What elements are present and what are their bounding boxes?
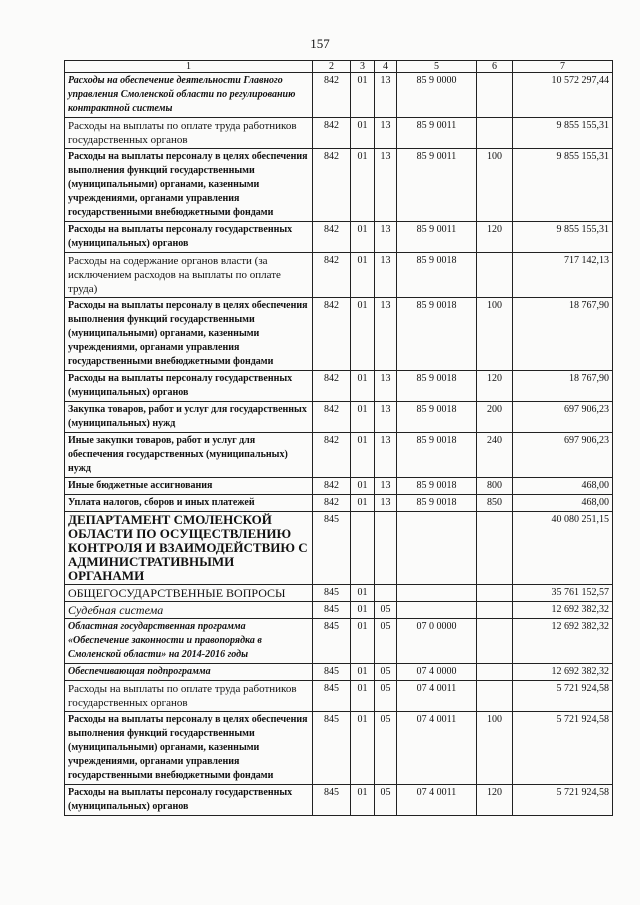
row-description: Уплата налогов, сборов и иных платежей [65,495,313,512]
row-amount: 18 767,90 [513,298,613,371]
table-row [65,149,613,222]
row-expense-type: 800 [477,478,513,495]
row-description: Областная государственная программа «Обеспечение законности и правопорядка в Смоленской области» на 2014-2016 годы [65,619,313,664]
row-amount: 468,00 [513,478,613,495]
row-subsection-code [375,512,397,585]
row-expense-type: 100 [477,712,513,785]
row-target-article: 85 9 0018 [397,253,477,298]
row-description: Обеспечивающая подпрограмма [65,664,313,681]
row-subsection-code: 13 [375,222,397,253]
table-row [65,371,613,402]
row-amount: 18 767,90 [513,371,613,402]
row-admin-code: 845 [313,512,351,585]
row-expense-type: 100 [477,298,513,371]
row-description: Расходы на выплаты персоналу в целях обеспечения выполнения функций государственными (муниципальными) органами, казенными учреждениями, органами управления государственными внебюджетными фондами [65,712,313,785]
row-target-article: 85 9 0018 [397,402,477,433]
table-row [65,298,613,371]
row-description: Закупка товаров, работ и услуг для государственных (муниципальных) нужд [65,402,313,433]
table-row [65,478,613,495]
row-target-article: 07 0 0000 [397,619,477,664]
table-row [65,712,613,785]
row-section-code: 01 [351,371,375,402]
table-row [65,664,613,681]
row-subsection-code: 13 [375,478,397,495]
row-target-article: 85 9 0018 [397,371,477,402]
row-subsection-code: 05 [375,712,397,785]
row-section-code: 01 [351,712,375,785]
row-subsection-code: 13 [375,253,397,298]
row-admin-code: 842 [313,222,351,253]
row-admin-code: 845 [313,602,351,619]
column-header: 1 [65,61,313,73]
table-row [65,602,613,619]
row-subsection-code [375,585,397,602]
row-subsection-code: 13 [375,298,397,371]
column-header: 6 [477,61,513,73]
row-description: Расходы на обеспечение деятельности Главного управления Смоленской области по регулированию контрактной системы [65,73,313,118]
table-row [65,253,613,298]
row-target-article: 85 9 0011 [397,118,477,149]
row-admin-code: 842 [313,371,351,402]
row-expense-type: 200 [477,402,513,433]
row-target-article: 07 4 0011 [397,681,477,712]
row-amount: 12 692 382,32 [513,602,613,619]
row-expense-type [477,681,513,712]
page-number: 157 [310,36,330,51]
row-expense-type: 120 [477,371,513,402]
row-description: Расходы на выплаты персоналу государственных (муниципальных) органов [65,371,313,402]
row-section-code: 01 [351,73,375,118]
row-target-article: 85 9 0011 [397,149,477,222]
row-section-code: 01 [351,433,375,478]
row-section-code: 01 [351,785,375,816]
row-description: Иные бюджетные ассигнования [65,478,313,495]
row-description: ОБЩЕГОСУДАРСТВЕННЫЕ ВОПРОСЫ [65,585,313,602]
row-amount: 12 692 382,32 [513,619,613,664]
row-section-code [351,512,375,585]
row-admin-code: 842 [313,433,351,478]
table-row [65,433,613,478]
row-admin-code: 842 [313,298,351,371]
table-row [65,619,613,664]
row-subsection-code: 05 [375,602,397,619]
row-amount: 10 572 297,44 [513,73,613,118]
row-admin-code: 845 [313,619,351,664]
row-admin-code: 842 [313,73,351,118]
row-subsection-code: 13 [375,495,397,512]
row-expense-type [477,253,513,298]
row-section-code: 01 [351,681,375,712]
row-amount: 697 906,23 [513,433,613,478]
row-target-article: 85 9 0018 [397,433,477,478]
row-subsection-code: 13 [375,402,397,433]
row-expense-type: 850 [477,495,513,512]
table-row [65,512,613,585]
row-section-code: 01 [351,402,375,433]
column-header: 7 [513,61,613,73]
row-admin-code: 842 [313,478,351,495]
row-subsection-code: 13 [375,73,397,118]
row-subsection-code: 13 [375,118,397,149]
table-row [65,495,613,512]
row-amount: 35 761 152,57 [513,585,613,602]
budget-table [64,60,613,816]
row-description: Расходы на выплаты персоналу государственных (муниципальных) органов [65,785,313,816]
row-target-article: 07 4 0011 [397,712,477,785]
row-target-article: 85 9 0018 [397,495,477,512]
row-target-article: 85 9 0011 [397,222,477,253]
row-target-article [397,602,477,619]
row-amount: 40 080 251,15 [513,512,613,585]
row-section-code: 01 [351,298,375,371]
table-row [65,73,613,118]
row-expense-type: 120 [477,785,513,816]
column-number-header-row [65,61,613,73]
row-subsection-code: 13 [375,433,397,478]
table-row [65,222,613,253]
row-expense-type: 120 [477,222,513,253]
table-row [65,585,613,602]
row-section-code: 01 [351,602,375,619]
column-header: 3 [351,61,375,73]
row-amount: 717 142,13 [513,253,613,298]
row-section-code: 01 [351,495,375,512]
row-expense-type [477,585,513,602]
row-admin-code: 842 [313,495,351,512]
table-row [65,681,613,712]
budget-table-body [65,61,613,816]
row-target-article: 85 9 0000 [397,73,477,118]
row-section-code: 01 [351,585,375,602]
row-description: ДЕПАРТАМЕНТ СМОЛЕНСКОЙ ОБЛАСТИ ПО ОСУЩЕСТВЛЕНИЮ КОНТРОЛЯ И ВЗАИМОДЕЙСТВИЮ С АДМИНИСТРАТИВНЫМИ ОРГАНАМИ [65,512,313,585]
row-target-article: 07 4 0000 [397,664,477,681]
row-description: Расходы на выплаты по оплате труда работников государственных органов [65,118,313,149]
row-amount: 9 855 155,31 [513,222,613,253]
column-header: 2 [313,61,351,73]
row-description: Расходы на выплаты персоналу в целях обеспечения выполнения функций государственными (муниципальными) органами, казенными учреждениями, органами управления государственными внебюджетными фондами [65,298,313,371]
row-description: Расходы на выплаты персоналу в целях обеспечения выполнения функций государственными (муниципальными) органами, казенными учреждениями, органами управления государственными внебюджетными фондами [65,149,313,222]
row-admin-code: 845 [313,664,351,681]
row-amount: 5 721 924,58 [513,712,613,785]
row-admin-code: 845 [313,681,351,712]
row-admin-code: 842 [313,149,351,222]
row-expense-type [477,512,513,585]
row-section-code: 01 [351,253,375,298]
row-section-code: 01 [351,619,375,664]
row-subsection-code: 05 [375,619,397,664]
row-description: Иные закупки товаров, работ и услуг для обеспечения государственных (муниципальных) нужд [65,433,313,478]
row-section-code: 01 [351,149,375,222]
row-subsection-code: 13 [375,371,397,402]
table-row [65,118,613,149]
row-admin-code: 842 [313,253,351,298]
row-section-code: 01 [351,222,375,253]
row-section-code: 01 [351,118,375,149]
row-target-article: 85 9 0018 [397,478,477,495]
row-admin-code: 845 [313,785,351,816]
row-admin-code: 842 [313,118,351,149]
row-expense-type [477,664,513,681]
row-subsection-code: 05 [375,785,397,816]
row-description: Расходы на содержание органов власти (за исключением расходов на выплаты по оплате труда) [65,253,313,298]
row-section-code: 01 [351,664,375,681]
row-expense-type: 100 [477,149,513,222]
row-admin-code: 845 [313,585,351,602]
row-target-article [397,512,477,585]
row-subsection-code: 05 [375,681,397,712]
row-expense-type [477,619,513,664]
row-admin-code: 842 [313,402,351,433]
row-amount: 5 721 924,58 [513,785,613,816]
row-amount: 5 721 924,58 [513,681,613,712]
table-row [65,785,613,816]
column-header: 4 [375,61,397,73]
row-expense-type [477,118,513,149]
row-target-article [397,585,477,602]
row-amount: 9 855 155,31 [513,149,613,222]
row-target-article: 85 9 0018 [397,298,477,371]
row-expense-type [477,602,513,619]
row-amount: 468,00 [513,495,613,512]
row-amount: 9 855 155,31 [513,118,613,149]
row-description: Расходы на выплаты по оплате труда работников государственных органов [65,681,313,712]
row-subsection-code: 05 [375,664,397,681]
row-expense-type: 240 [477,433,513,478]
row-section-code: 01 [351,478,375,495]
row-amount: 12 692 382,32 [513,664,613,681]
table-row [65,402,613,433]
row-target-article: 07 4 0011 [397,785,477,816]
row-amount: 697 906,23 [513,402,613,433]
row-subsection-code: 13 [375,149,397,222]
row-expense-type [477,73,513,118]
column-header: 5 [397,61,477,73]
row-description: Расходы на выплаты персоналу государственных (муниципальных) органов [65,222,313,253]
row-admin-code: 845 [313,712,351,785]
row-description: Судебная система [65,602,313,619]
